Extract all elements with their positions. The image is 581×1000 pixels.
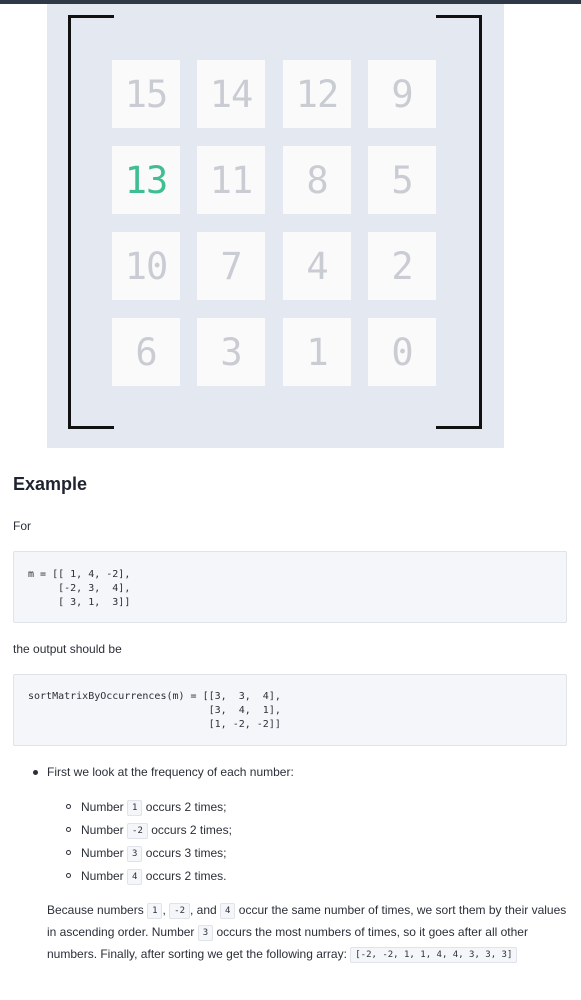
matrix-figure [47,4,504,448]
frequency-item [81,823,232,839]
output-code-block [13,674,567,746]
item-suffix: occurs 2 times; [151,823,232,837]
para-text: occur the same number of times, we sort them by their values in ascending order. Number [47,903,567,939]
left-bracket [68,15,114,429]
frequency-item [81,846,227,862]
para-text: occurs the most numbers of times, so it goes after all other numbers. Finally, after sorting we get the following array: [47,925,528,961]
inline-code: [-2, -2, 1, 1, 4, 4, 3, 3, 3] [350,947,517,963]
inline-code: 3 [127,846,142,862]
sub-bullet [66,804,71,809]
explanation-paragraph [47,899,572,965]
item-suffix: occurs 2 times; [145,800,227,814]
matrix-cell: 10 [112,232,180,300]
explanation-intro: First we look at the frequency of each number: [47,765,294,779]
inline-code: 3 [198,925,213,941]
sub-bullet [66,850,71,855]
para-text: , [162,903,170,917]
matrix-cell: 7 [197,232,265,300]
matrix-cell: 5 [368,146,436,214]
item-suffix: occurs 2 times. [145,869,227,883]
inline-code: -2 [169,903,190,919]
inline-code: 4 [220,903,235,919]
matrix-cell: 6 [112,318,180,386]
inline-code: 1 [147,903,162,919]
frequency-item [81,869,227,885]
matrix-cell: 3 [197,318,265,386]
right-bracket [436,15,482,429]
output-code: sortMatrixByOccurrences(m) = [[3, 3, 4], [3, 4, 1], [1, -2, -2]] [28,691,281,730]
item-prefix: Number [81,846,124,860]
inline-code: 1 [127,800,142,816]
bullet-dot [33,770,38,775]
inline-code: 4 [127,869,142,885]
frequency-item [81,800,227,816]
matrix-cell: 15 [112,60,180,128]
sub-bullet [66,873,71,878]
matrix-cell: 8 [283,146,351,214]
input-code-block [13,551,567,623]
sub-bullet [66,827,71,832]
para-text: Because numbers [47,903,148,917]
matrix-cell: 14 [197,60,265,128]
item-prefix: Number [81,823,124,837]
matrix-cell: 2 [368,232,436,300]
item-prefix: Number [81,800,124,814]
for-label: For [13,519,31,533]
matrix-cell-highlighted: 13 [112,146,180,214]
input-code: m = [[ 1, 4, -2], [-2, 3, 4], [ 3, 1, 3]] [28,569,131,608]
output-label: the output should be [13,642,122,656]
para-text: , and [190,903,221,917]
matrix-cell: 1 [283,318,351,386]
matrix-cell: 12 [283,60,351,128]
matrix-cell: 9 [368,60,436,128]
example-heading: Example [13,474,88,494]
matrix-cell: 0 [368,318,436,386]
item-prefix: Number [81,869,124,883]
matrix-cell: 4 [283,232,351,300]
item-suffix: occurs 3 times; [145,846,227,860]
inline-code: -2 [127,823,148,839]
matrix-cell: 11 [197,146,265,214]
